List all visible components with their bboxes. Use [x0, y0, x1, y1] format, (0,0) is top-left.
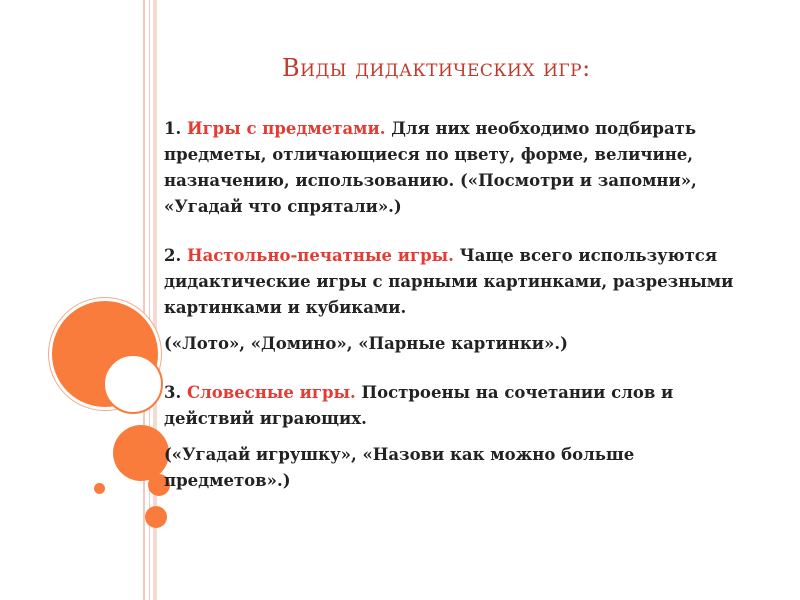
section-2-term: Настольно-печатные игры. [186, 246, 454, 265]
section-3-examples: («Угадай игрушку», «Назови как можно больше предметов».) [164, 445, 635, 490]
slide-content [164, 116, 764, 494]
decorative-dot [94, 483, 105, 494]
section-2-number: 2. [164, 246, 187, 265]
section-1-term: Игры с предметами. [186, 119, 386, 138]
section-1-number: 1. [164, 119, 187, 138]
section-3-paragraph [164, 380, 764, 432]
section-1-text: Для них необходимо подбирать предметы, отличающиеся по цвету, форме, величине, назначению, использованию. («Посмотри и запомни», «Угадай что спрятали».) [164, 119, 697, 216]
section-3-term: Словесные игры. [186, 383, 356, 402]
decorative-stripe [143, 0, 145, 600]
slide-title: Виды дидактических игр: [282, 54, 591, 82]
decorative-circle-ring [103, 354, 163, 414]
section-3-number: 3. [164, 383, 187, 402]
section-3-text: Построены на сочетании слов и действий играющих. [164, 383, 674, 428]
section-2-examples: («Лото», «Домино», «Парные картинки».) [164, 334, 568, 353]
section-2-paragraph [164, 243, 764, 321]
decorative-circle-small [145, 506, 167, 528]
section-1-paragraph [164, 116, 764, 220]
section-2-text: Чаще всего используются дидактические игры с парными картинками, разрезными картинками и кубиками. [164, 246, 734, 317]
decorative-circle-medium [113, 425, 169, 481]
